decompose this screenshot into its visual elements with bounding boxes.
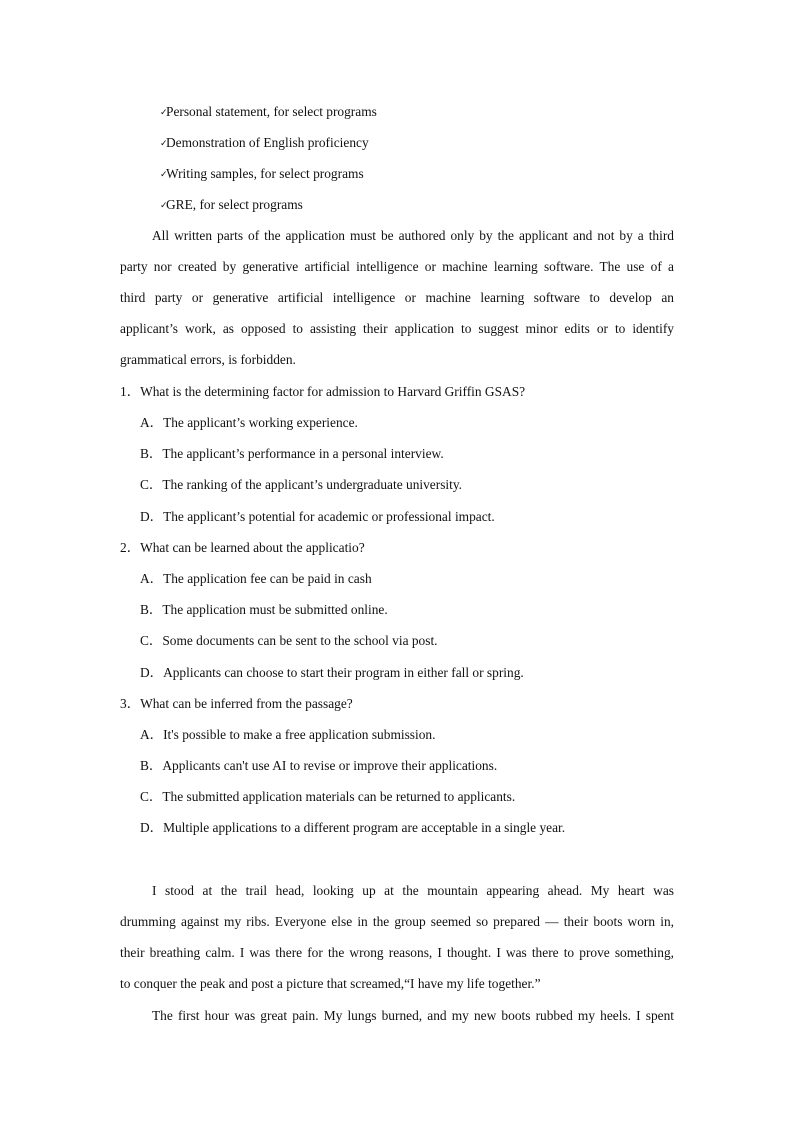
policy-paragraph-line: applicant’s work, as opposed to assisting their application to suggest minor edits or to identify [120, 321, 674, 336]
question-1-option-c: C．The ranking of the applicant’s undergraduate university. [140, 477, 463, 492]
question-3-option-b: B．Applicants can't use AI to revise or improve their applications. [140, 758, 498, 773]
question-1-option-b: B．The applicant’s performance in a personal interview. [140, 446, 444, 461]
question-2-option-b: B．The application must be submitted online. [140, 602, 388, 617]
question-2-option-c: C．Some documents can be sent to the school via post. [140, 633, 438, 648]
checkmark-icon: ✓ [160, 138, 168, 148]
question-1: 1．What is the determining factor for admission to Harvard Griffin GSAS? [120, 384, 526, 399]
checkmark-icon: ✓ [160, 200, 168, 210]
question-3-option-c: C．The submitted application materials can be returned to applicants. [140, 789, 516, 804]
requirement-item: ✓Demonstration of English proficiency [160, 135, 369, 150]
question-1-option-d: D．The applicant’s potential for academic or professional impact. [140, 509, 495, 524]
story-paragraph-line: The first hour was great pain. My lungs burned, and my new boots rubbed my heels. I spent [152, 1008, 674, 1023]
requirement-item: ✓Personal statement, for select programs [160, 104, 377, 119]
question-3-option-d: D．Multiple applications to a different program are acceptable in a single year. [140, 820, 566, 835]
checkmark-icon: ✓ [160, 169, 168, 179]
requirement-item: ✓Writing samples, for select programs [160, 166, 364, 181]
question-2-option-d: D．Applicants can choose to start their program in either fall or spring. [140, 665, 524, 680]
policy-paragraph-line: third party or generative artificial intelligence or machine learning software to develop an [120, 290, 674, 305]
question-2-option-a: A．The application fee can be paid in cash [140, 571, 372, 586]
checkmark-icon: ✓ [160, 107, 168, 117]
question-3-option-a: A．It's possible to make a free application submission. [140, 727, 436, 742]
story-paragraph-line: their breathing calm. I was there for the wrong reasons, I thought. I was there to prove something, [120, 945, 674, 960]
story-paragraph-line: to conquer the peak and post a picture that screamed,“I have my life together.” [120, 976, 541, 991]
requirement-item: ✓GRE, for select programs [160, 197, 303, 212]
story-paragraph-line: drumming against my ribs. Everyone else in the group seemed so prepared — their boots worn in, [120, 914, 674, 929]
policy-paragraph-line: party nor created by generative artificial intelligence or machine learning software. The use of a [120, 259, 674, 274]
question-1-option-a: A．The applicant’s working experience. [140, 415, 358, 430]
story-paragraph-line: I stood at the trail head, looking up at the mountain appearing ahead. My heart was [152, 883, 674, 898]
question-2: 2．What can be learned about the applicatio? [120, 540, 365, 555]
policy-paragraph-line: grammatical errors, is forbidden. [120, 352, 296, 367]
question-3: 3．What can be inferred from the passage? [120, 696, 353, 711]
policy-paragraph-line: All written parts of the application must be authored only by the applicant and not by a third [152, 228, 674, 243]
